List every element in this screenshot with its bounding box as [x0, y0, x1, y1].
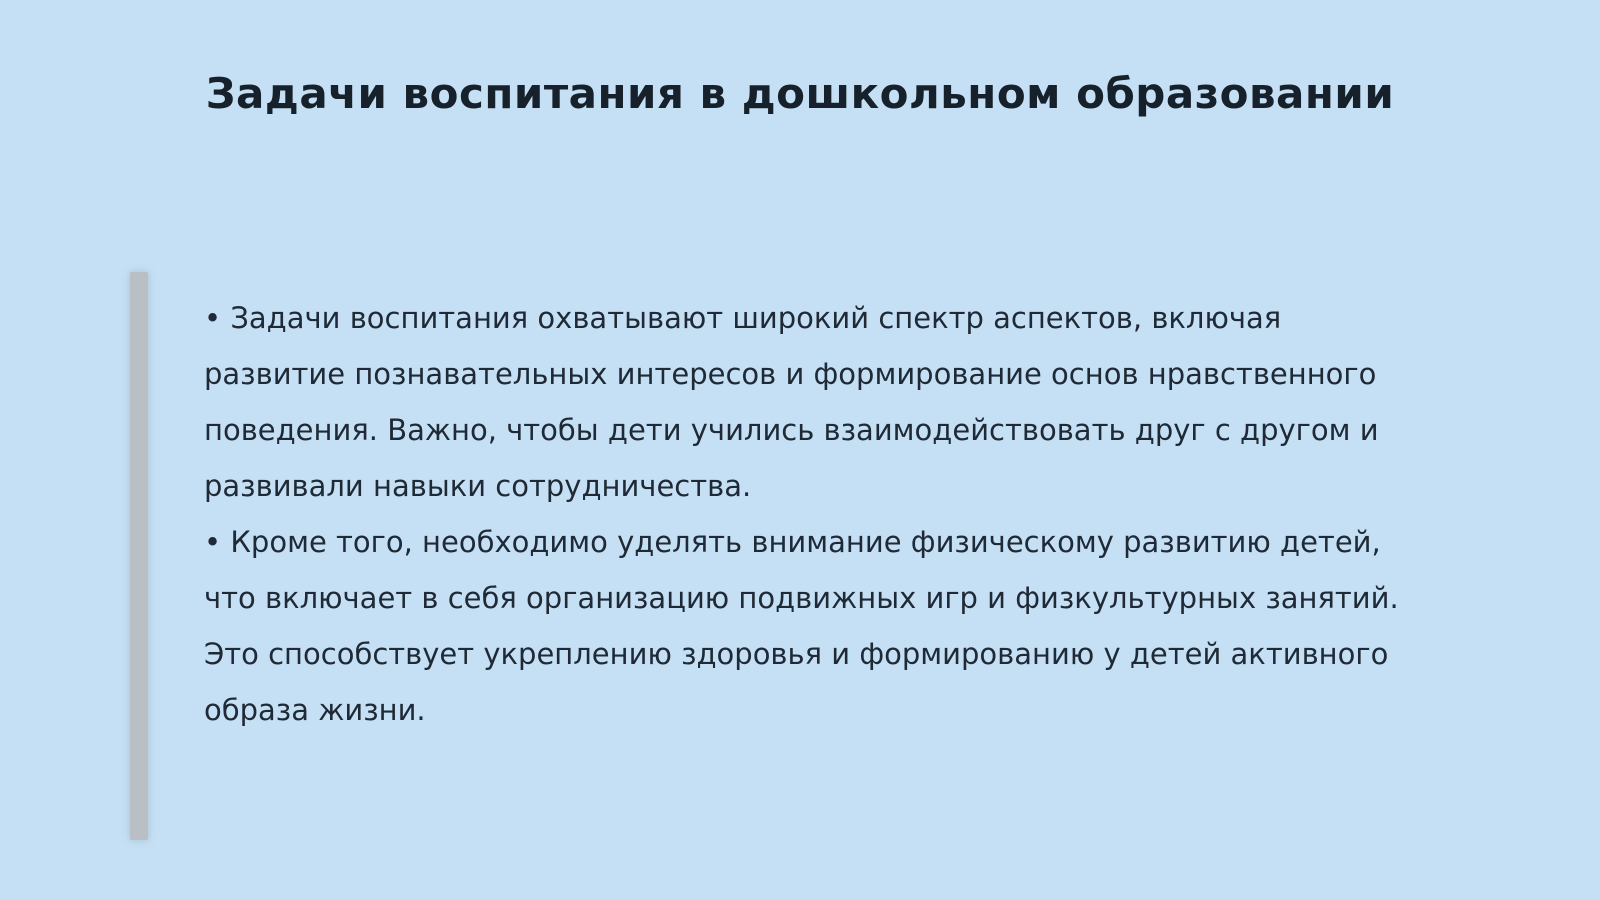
paragraph-2: • Кроме того, необходимо уделять внимание физическому развитию детей, что включает в себя организацию подвижных игр и физкультурных занятий. Это способствует укреплению здоровья и формированию у детей активного образа жизни. — [204, 525, 1399, 727]
paragraph-1: • Задачи воспитания охватывают широкий спектр аспектов, включая развитие познавательных интересов и формирование основ нравственного поведения. Важно, чтобы дети учились взаимодействовать друг с другом и развивали навыки сотрудничества. — [204, 301, 1379, 503]
slide-title: Задачи воспитания в дошкольном образовании — [205, 69, 1395, 118]
accent-bar — [130, 272, 148, 840]
slide-body — [204, 290, 1414, 738]
